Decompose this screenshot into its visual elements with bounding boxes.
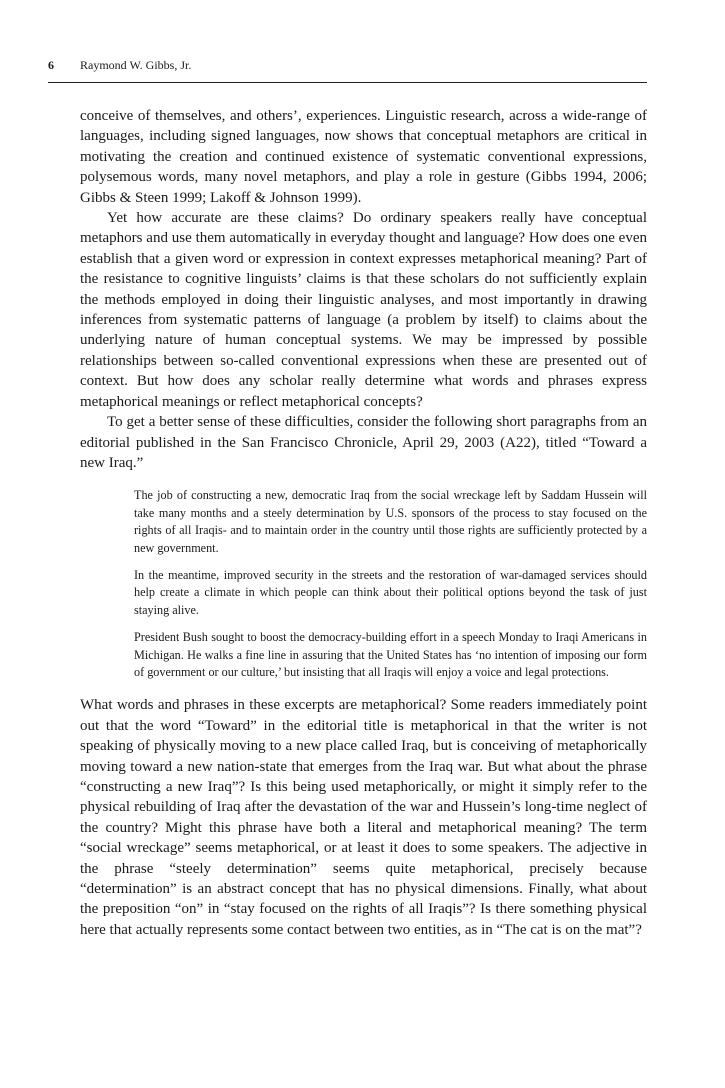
running-header <box>48 58 647 83</box>
page-number: 6 <box>48 58 54 72</box>
quote-paragraph-1: The job of constructing a new, democratic Iraq from the social wreckage left by Saddam Hussein will take many months and a steely determination by U.S. sponsors of the process to stay focused on the rights of all Iraqis- and to maintain order in the country until those rights are sufficiently protected by a new government. <box>134 488 647 555</box>
paragraph-continued: conceive of themselves, and others’, experiences. Linguistic research, across a wide-range of languages, including signed languages, now shows that conceptual metaphors are critical in motivating the creation and continued existence of systematic conventional expressions, polysemous words, many novel metaphors, and play a role in gesture (Gibbs 1994, 2006; Gibbs & Steen 1999; Lakoff & Johnson 1999). <box>80 108 647 206</box>
paragraph-claims: Yet how accurate are these claims? Do ordinary speakers really have conceptual metaphors and use them automatically in everyday thought and language? How does one even establish that a given word or expression in context expresses metaphorical meaning? Part of the resistance to cognitive linguists’ claims is that these scholars do not sufficiently explain the methods employed in doing their linguistic analyses, and most importantly in drawing inferences from systematic patterns of language (a problem by itself) to claims about the underlying nature of human conceptual systems. We may be impressed by possible relationships between so-called conventional expressions when these are presented out of context. But how does any scholar really determine what words and phrases express metaphorical meanings or reflect metaphorical concepts? <box>80 210 647 410</box>
quote-paragraph-3: President Bush sought to boost the democracy-building effort in a speech Monday to Iraqi Americans in Michigan. He walks a fine line in assuring that the United States has ‘no intention of imposing our form of government or our culture,’ but insisting that all Iraqis will enjoy a voice and legal protections. <box>134 630 647 679</box>
paragraph-analysis: What words and phrases in these excerpts are metaphorical? Some readers immediately point out that the word “Toward” in the editorial title is metaphorical in that the writer is not speaking of physically moving to a new place called Iraq, but is conceiving of metaphorically moving toward a new nation-state that emerges from the Iraq war. But what about the phrase “constructing a new Iraq”? Is this being used metaphorically, or might it simply refer to the physical rebuilding of Iraq after the devastation of the war and Hussein’s long-time neglect of the country? Might this phrase have both a literal and metaphorical meaning? The term “social wreckage” seems metaphorical, or at least it does to some speakers. The adjective in the phrase “steely determination” seems quite metaphorical, precisely because “determination” is an abstract concept that has no physical dimensions. Finally, what about the preposition “on” in “stay focused on the rights of all Iraqis”? Is there something physical here that actually represents some contact between two entities, as in “The cat is on the mat”? <box>80 697 647 938</box>
quote-paragraph-2: In the meantime, improved security in the streets and the restoration of war-damaged services should help create a climate in which people can think about their political options beyond the task of just staying alive. <box>134 567 647 617</box>
block-quote <box>134 487 647 681</box>
body-text <box>80 106 647 940</box>
paragraph-editorial-intro: To get a better sense of these difficulties, consider the following short paragraphs from an editorial published in the San Francisco Chronicle, April 29, 2003 (A22), titled “Toward a new Iraq.” <box>80 414 647 471</box>
running-head-author: Raymond W. Gibbs, Jr. <box>80 58 192 72</box>
